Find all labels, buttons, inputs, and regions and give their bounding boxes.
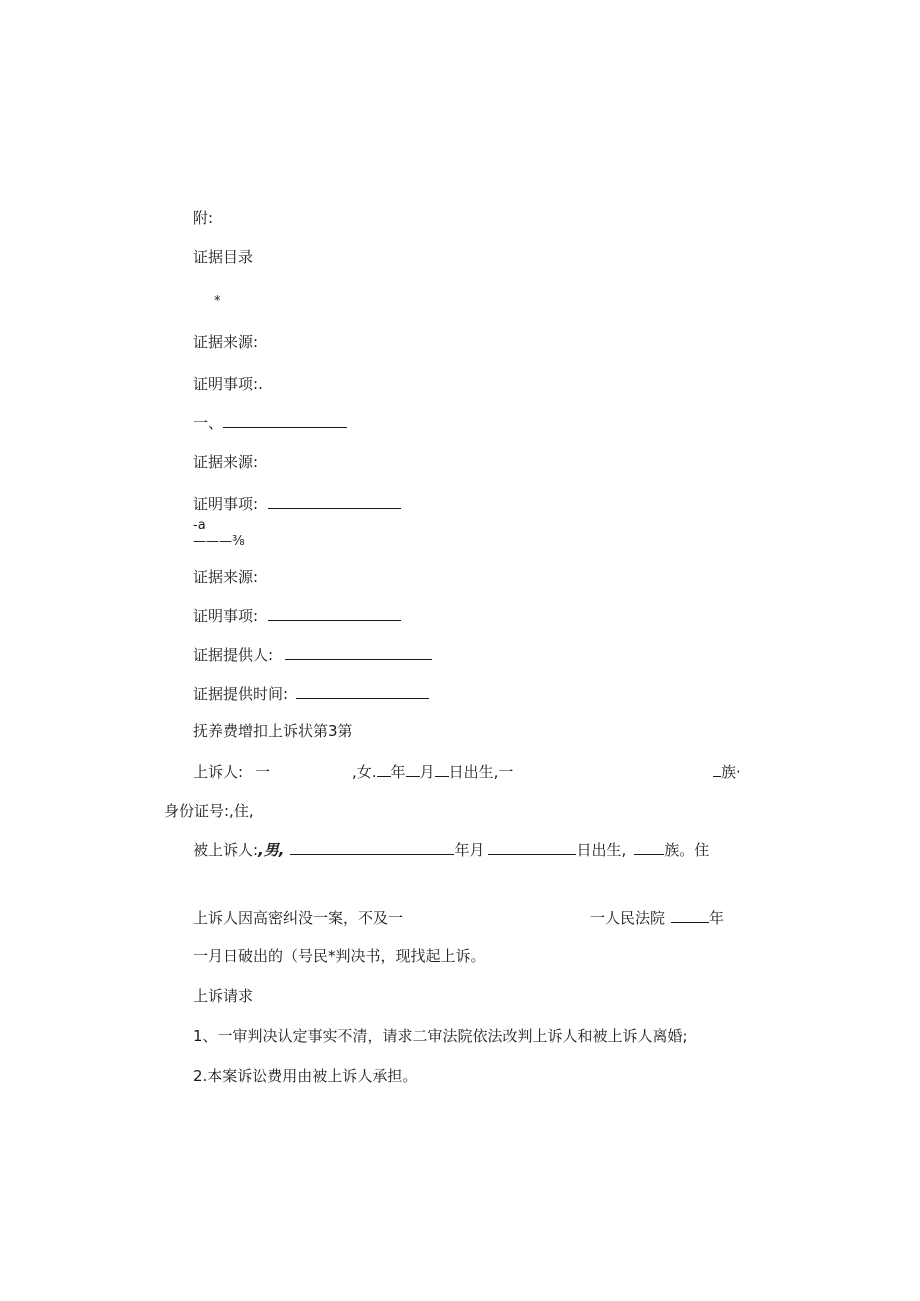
cause-court: 一人民法院 — [590, 909, 666, 927]
appellee-born: 日出生, — [576, 841, 627, 859]
appellant-year: 年 — [390, 763, 406, 781]
appellee-label: 被上诉人: — [193, 841, 259, 859]
request-item-2: 2.本案诉讼费用由被上诉人承担。 — [193, 1067, 418, 1085]
proof-matter-3 — [193, 606, 401, 626]
appellant-dash: 一 — [255, 763, 271, 781]
blank-line — [290, 840, 454, 855]
item-marker-fraction: ———⅜ — [193, 534, 245, 549]
blank-line — [713, 762, 721, 777]
cause-line-1a: 上诉人因高密纠没一案，不及一 — [193, 909, 404, 927]
proof-matter-1 — [193, 374, 263, 394]
appellee-ethnic: 族。住 — [664, 841, 710, 859]
proof-matter-suffix: . — [258, 375, 263, 393]
evidence-item-2-number — [193, 413, 347, 433]
proof-matter-2 — [193, 494, 401, 514]
item-number: 一、 — [193, 414, 224, 432]
complaint-title: 抚养费增扣上诉状第3第 — [193, 722, 353, 740]
appellant-month: 月 — [419, 763, 435, 781]
appellee-year: 年月 — [454, 841, 485, 859]
appellant-birth — [352, 762, 513, 782]
blank-line — [406, 762, 420, 777]
asterisk-mark: * — [214, 294, 221, 309]
blank-line — [488, 840, 576, 855]
appellant-id-line: 身份证号:,住, — [164, 802, 254, 820]
blank-line — [634, 840, 664, 855]
evidence-provide-time — [193, 684, 429, 704]
blank-line — [223, 413, 347, 428]
appellant-born: 日出生,一 — [448, 763, 514, 781]
blank-line — [268, 606, 401, 621]
proof-matter-label: 证明事项: — [193, 375, 259, 393]
appendix-label: 附: — [193, 209, 214, 227]
blank-line — [268, 494, 401, 509]
blank-line — [285, 645, 432, 660]
appellee-line — [193, 840, 709, 860]
cause-line-1b — [590, 908, 724, 928]
blank-line — [296, 684, 429, 699]
evidence-source-3: 证据来源: — [193, 568, 259, 586]
provide-time-label: 证据提供时间: — [193, 685, 289, 703]
provider-label: 证据提供人: — [193, 646, 274, 664]
item-marker-a: -a — [193, 518, 206, 533]
appellant-gender: ,女. — [352, 763, 377, 781]
appellant-ethnic-text: 族· — [721, 763, 741, 781]
requests-title: 上诉请求 — [193, 987, 254, 1005]
evidence-list-title: 证据目录 — [193, 248, 254, 266]
blank-line — [671, 908, 709, 923]
blank-line — [377, 762, 391, 777]
appellant-label: 上诉人: — [193, 763, 244, 781]
blank-line — [435, 762, 449, 777]
evidence-source-1: 证据来源: — [193, 333, 259, 351]
proof-matter-label: 证明事项: — [193, 495, 259, 513]
proof-matter-label: 证明事项: — [193, 607, 259, 625]
appellant-ethnic — [713, 762, 741, 782]
cause-line-2: 一月日破出的（号民*判决书，现找起上诉。 — [193, 947, 486, 965]
evidence-provider — [193, 645, 432, 665]
evidence-source-2: 证据来源: — [193, 453, 259, 471]
cause-year: 年 — [709, 909, 725, 927]
request-item-1: 1、一审判决认定事实不清，请求二审法院依法改判上诉人和被上诉人离婚; — [193, 1027, 688, 1045]
appellee-gender: ,男, — [258, 841, 285, 859]
